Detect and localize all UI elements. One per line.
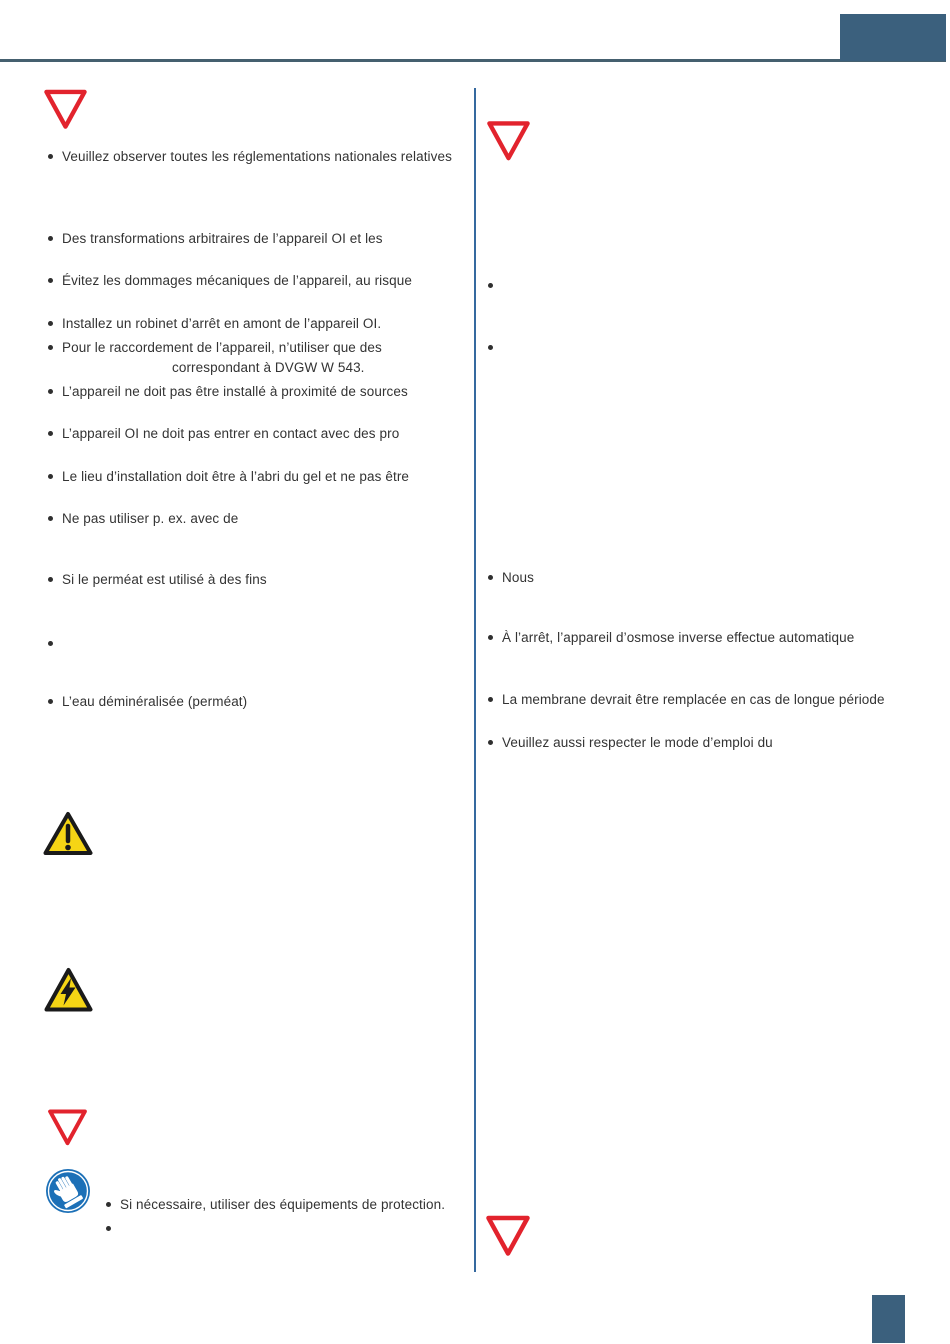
bullet-dot (48, 278, 53, 283)
list-item-text: La membrane devrait être remplacée en cas de longue période (502, 692, 885, 707)
list-item (48, 467, 409, 487)
bullet-dot (48, 699, 53, 704)
bullet-dot (48, 321, 53, 326)
bullet-dot (48, 641, 53, 646)
list-item-text-continuation: correspondant à DVGW W 543. (172, 360, 365, 375)
list-item-text: Évitez les dommages mécaniques de l’appareil, au risque (62, 273, 412, 288)
list-item-text: L’appareil OI ne doit pas entrer en contact avec des pro (62, 426, 400, 441)
list-item-text: À l’arrêt, l’appareil d’osmose inverse effectue automatique (502, 630, 855, 645)
bullet-dot (48, 577, 53, 582)
bullet-dot (48, 236, 53, 241)
list-item-text: Nous (502, 570, 534, 585)
warning-red-triangle-icon (486, 120, 531, 162)
bullet-dot (106, 1226, 111, 1231)
list-item-text: Des transformations arbitraires de l’appareil OI et les (62, 231, 383, 246)
page-number-marker (872, 1295, 905, 1343)
protective-gloves-icon (45, 1168, 91, 1214)
header-rule (0, 59, 946, 62)
list-item (488, 276, 502, 288)
list-item-text: Si nécessaire, utiliser des équipements de protection. (120, 1197, 446, 1212)
list-item-text: Veuillez observer toutes les réglementations nationales relatives (62, 149, 452, 164)
bullet-dot (106, 1202, 111, 1207)
bullet-dot (48, 389, 53, 394)
list-item (48, 147, 452, 167)
list-item-text: Ne pas utiliser p. ex. avec de (62, 511, 239, 526)
bullet-dot (488, 740, 493, 745)
list-item (488, 690, 885, 710)
list-item (48, 509, 238, 529)
list-item-text: L’eau déminéralisée (perméat) (62, 694, 248, 709)
bullet-dot (488, 283, 493, 288)
bullet-dot (48, 154, 53, 159)
warning-red-triangle-icon (485, 1215, 531, 1257)
list-item-text: Si le perméat est utilisé à des fins (62, 572, 267, 587)
list-item-text: L’appareil ne doit pas être installé à proximité de sources (62, 384, 408, 399)
list-item (488, 338, 502, 350)
list-item (48, 271, 412, 291)
list-item (488, 628, 854, 648)
list-item (48, 570, 267, 590)
bullet-dot (488, 345, 493, 350)
column-divider (474, 88, 476, 1272)
list-item (48, 634, 62, 646)
list-item-text: Veuillez aussi respecter le mode d’emploi du (502, 735, 773, 750)
bullet-dot (48, 345, 53, 350)
bullet-dot (488, 635, 493, 640)
list-item (48, 424, 399, 444)
bullet-dot (48, 474, 53, 479)
list-item (106, 1195, 445, 1215)
list-item (488, 733, 773, 753)
list-item-text: Pour le raccordement de l’appareil, n’utiliser que des correspondant à DVGW W 543. (62, 338, 382, 378)
electrical-hazard-icon (44, 967, 93, 1013)
list-item (48, 338, 382, 378)
list-item (48, 314, 381, 334)
list-item (48, 229, 383, 249)
list-item-text: Le lieu d’installation doit être à l’abri du gel et ne pas être (62, 469, 410, 484)
bullet-dot (48, 516, 53, 521)
list-item (106, 1219, 120, 1231)
bullet-dot (48, 431, 53, 436)
list-item (48, 382, 408, 402)
list-item (488, 568, 534, 588)
warning-red-triangle-icon (43, 89, 88, 130)
list-item (48, 692, 247, 712)
list-item-text: Installez un robinet d’arrêt en amont de l’appareil OI. (62, 316, 382, 331)
general-warning-icon (43, 811, 93, 856)
bullet-dot (488, 575, 493, 580)
warning-red-triangle-icon (47, 1107, 88, 1148)
bullet-dot (488, 697, 493, 702)
chapter-tab-marker (840, 14, 946, 61)
